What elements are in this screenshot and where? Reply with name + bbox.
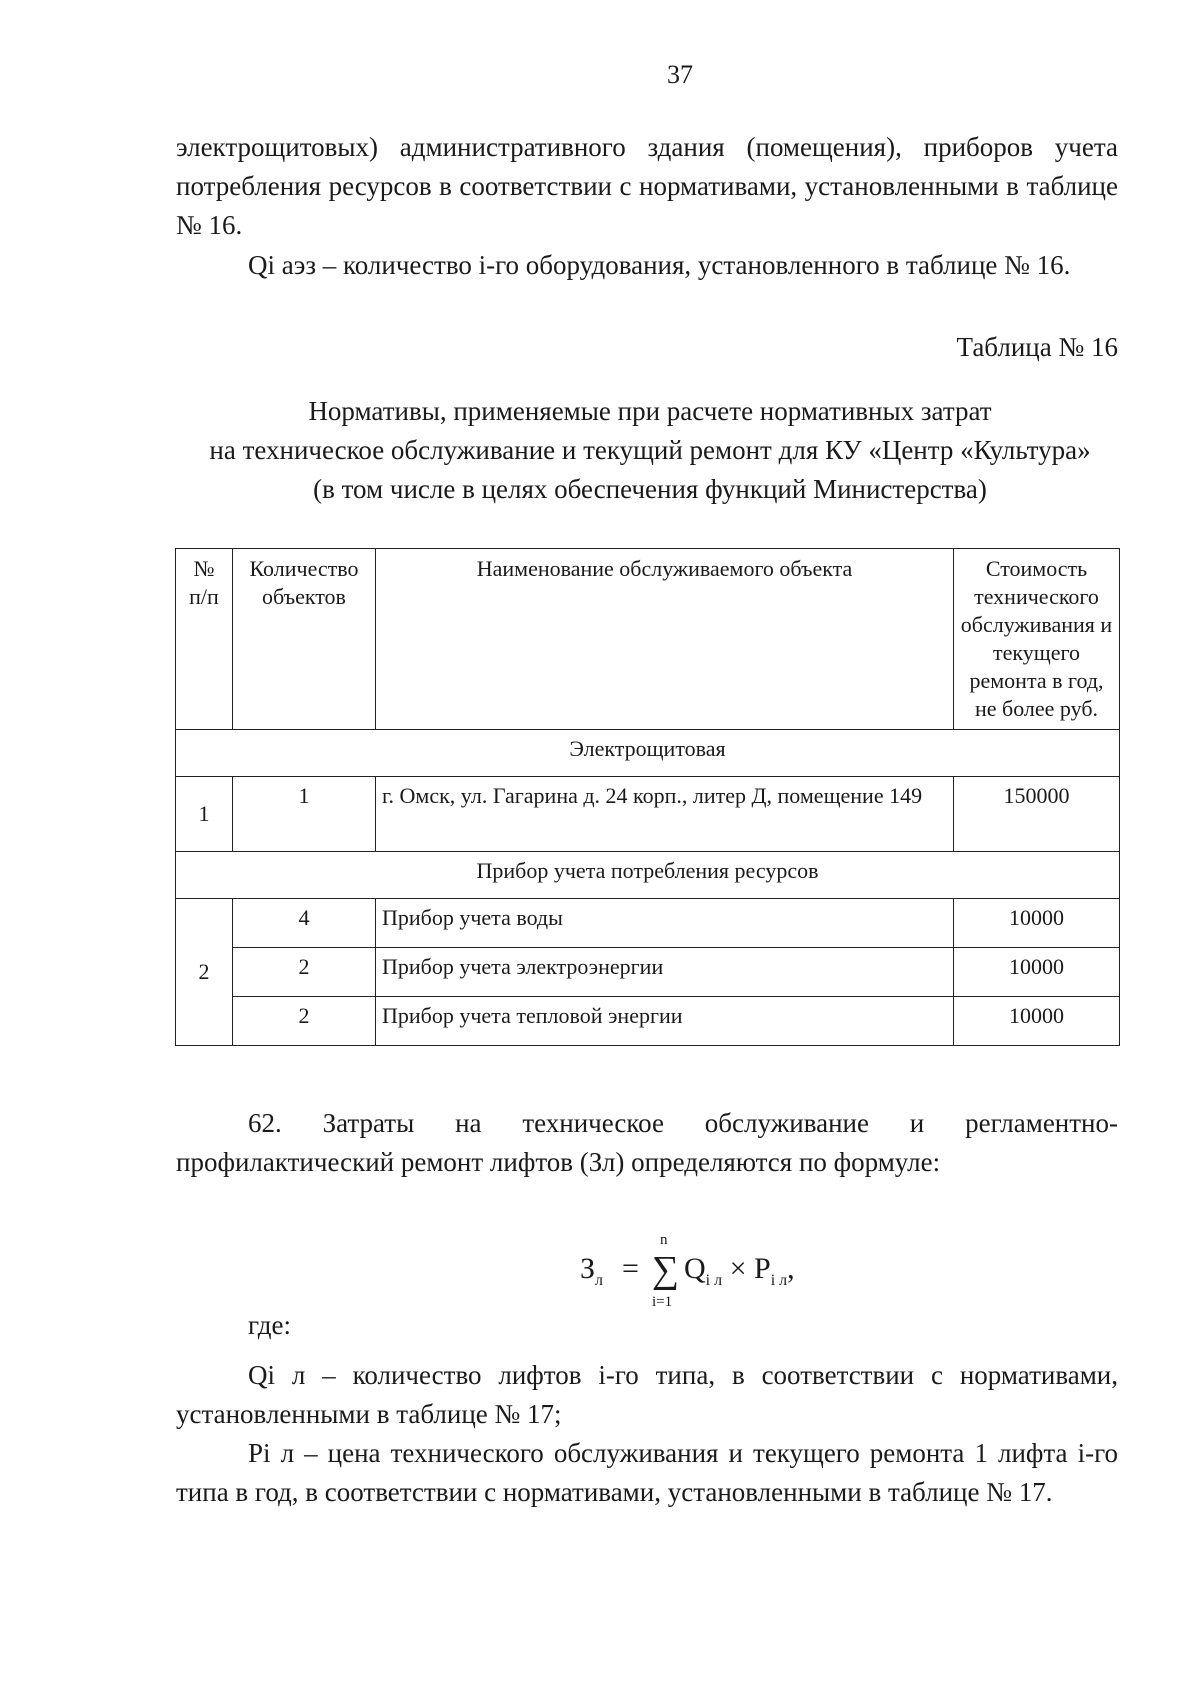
formula-lhs-symbol: З xyxy=(580,1252,596,1285)
formula-terms xyxy=(684,1252,795,1290)
cell-name: Прибор учета электроэнергии xyxy=(376,948,954,997)
formula-term-p-sub: i л xyxy=(770,1272,788,1289)
header-cost: Стоимость технического обслуживания и текущего ремонта в год, не более руб. xyxy=(954,549,1120,730)
table-caption-line1: Нормативы, применяемые при расчете нормативных затрат xyxy=(308,396,992,426)
table-label: Таблица № 16 xyxy=(956,332,1118,362)
paragraph-pi-l xyxy=(176,1434,1118,1512)
cell-qty: 2 xyxy=(233,997,376,1046)
formula-term-p: × P xyxy=(722,1252,771,1285)
table-row xyxy=(176,899,1120,948)
cell-cost: 10000 xyxy=(954,948,1120,997)
header-name: Наименование обслуживаемого объекта xyxy=(376,549,954,730)
cell-qty: 1 xyxy=(233,777,376,852)
paragraph-pi-l-text: – цена технического обслуживания и текущего ремонта 1 лифта i-го типа в год, в соответствии с нормативами, установленными в таблице № 17. xyxy=(176,1438,1118,1507)
formula-lhs-sub: л xyxy=(595,1272,604,1289)
paragraph-62: 62. Затраты на техническое обслуживание и регламентно-профилактический ремонт лифтов (Зл) определяются по формуле: xyxy=(176,1108,1118,1177)
header-num: № п/п xyxy=(176,549,233,730)
cell-num: 1 xyxy=(176,777,233,852)
table-caption-line3: (в том числе в целях обеспечения функций Министерства) xyxy=(313,474,987,504)
table-caption-line2: на техническое обслуживание и текущий ремонт для КУ «Центр «Культура» xyxy=(209,435,1091,465)
cell-cost: 150000 xyxy=(954,777,1120,852)
table-caption xyxy=(160,392,1140,509)
cell-name: Прибор учета тепловой энергии xyxy=(376,997,954,1046)
table-row xyxy=(176,948,1120,997)
page-number: 37 xyxy=(667,60,693,89)
formula-sum-lower: i=1 xyxy=(652,1294,673,1310)
cell-name: г. Омск, ул. Гагарина д. 24 корп., литер Д, помещение 149 xyxy=(376,777,954,852)
formula-lhs xyxy=(580,1252,603,1290)
cell-name: Прибор учета воды xyxy=(376,899,954,948)
paragraph-qi-l-text: – количество лифтов i-го типа, в соответствии с нормативами, установленными в таблице № 17; xyxy=(176,1360,1118,1429)
formula-term-q-sub: i л xyxy=(705,1272,723,1289)
table-row xyxy=(176,997,1120,1046)
symbol-qi-aez: Qi аэз xyxy=(248,250,316,280)
cell-qty: 2 xyxy=(233,948,376,997)
cell-qty: 4 xyxy=(233,899,376,948)
section-meters: Прибор учета потребления ресурсов xyxy=(176,852,1120,899)
table-header-row xyxy=(176,549,1120,730)
paragraph-qi-aez xyxy=(176,246,1118,285)
norms-table xyxy=(175,548,1120,1046)
formula-end: , xyxy=(787,1252,795,1285)
symbol-pi-l: Pi л xyxy=(248,1438,295,1468)
cell-cost: 10000 xyxy=(954,997,1120,1046)
table-row xyxy=(176,777,1120,852)
table-section-row xyxy=(176,730,1120,777)
formula-sum-sign: ∑ xyxy=(652,1249,680,1291)
cell-cost: 10000 xyxy=(954,899,1120,948)
paragraph-qi-l xyxy=(176,1356,1118,1434)
paragraph-qi-aez-text: – количество i-го оборудования, установленного в таблице № 16. xyxy=(316,250,1071,280)
table-section-row xyxy=(176,852,1120,899)
formula-term-q: Q xyxy=(684,1252,706,1285)
formula-sum-upper: n xyxy=(660,1232,668,1248)
symbol-qi-l: Qi л xyxy=(248,1360,306,1390)
section-electro: Электрощитовая xyxy=(176,730,1120,777)
where-label: где: xyxy=(248,1310,291,1340)
cell-num: 2 xyxy=(176,899,233,1046)
formula-equals: = xyxy=(622,1252,639,1285)
header-qty: Количество объектов xyxy=(233,549,376,730)
formula-lifts xyxy=(580,1232,810,1312)
paragraph-continuation: электрощитовых) административного здания (помещения), приборов учета потребления ресурсов в соответствии с нормативами, установленными в таблице № 16. xyxy=(176,132,1118,240)
